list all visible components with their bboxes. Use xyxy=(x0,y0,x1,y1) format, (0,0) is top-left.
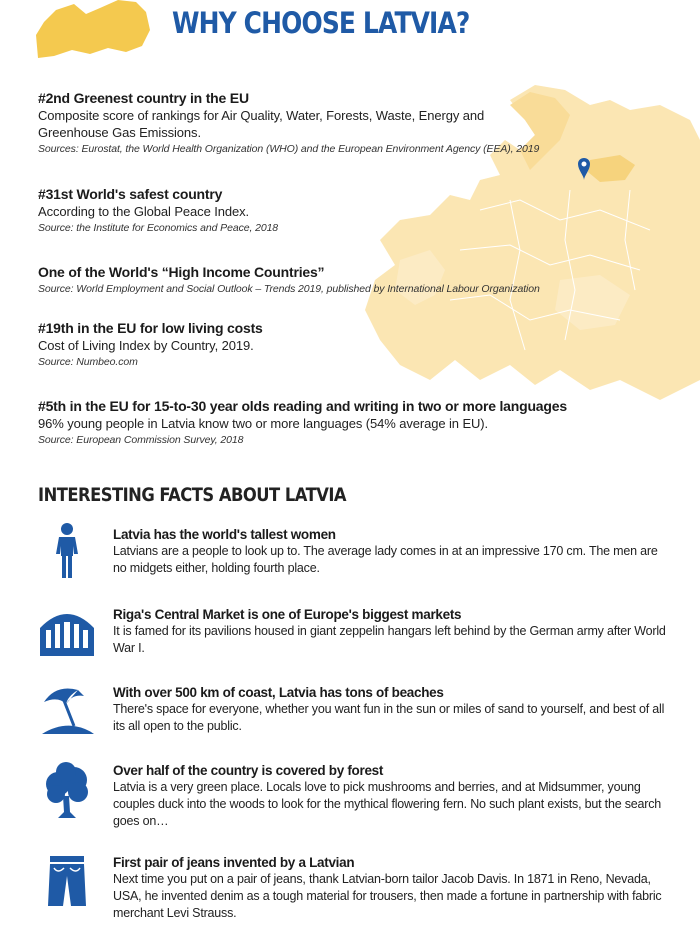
ranking-item xyxy=(38,186,598,236)
ranking-item xyxy=(38,264,658,297)
ranking-item xyxy=(38,320,598,370)
fact-title: With over 500 km of coast, Latvia has tons of beaches xyxy=(113,685,444,700)
fact-description: It is famed for its pavilions housed in giant zeppelin hangars left behind by the German army after World War I. xyxy=(113,624,666,655)
ranking-source: Source: European Commission Survey, 2018 xyxy=(38,434,244,446)
facts-section-title: INTERESTING FACTS ABOUT LATVIA xyxy=(38,484,347,506)
ranking-source: Source: Numbeo.com xyxy=(38,356,138,368)
tree-icon xyxy=(38,762,96,820)
ranking-title: #5th in the EU for 15-to-30 year olds reading and writing in two or more languages xyxy=(38,398,567,414)
fact-title: Riga's Central Market is one of Europe's biggest markets xyxy=(113,607,462,622)
fact-description: Latvia is a very green place. Locals love to pick mushrooms and berries, and at Midsummer, young couples duck into the woods to look for the mythical flowering fern. No such plant exists, but the search goes on… xyxy=(113,780,662,828)
beach-umbrella-icon xyxy=(38,682,96,740)
ranking-description: Composite score of rankings for Air Quality, Water, Forests, Waste, Energy and Greenhouse Gas Emissions. xyxy=(38,108,485,140)
ranking-item xyxy=(38,90,598,157)
latvia-map-icon xyxy=(34,0,150,58)
fact-title: First pair of jeans invented by a Latvian xyxy=(113,855,355,870)
ranking-source: Source: the Institute for Economics and Peace, 2018 xyxy=(38,222,279,234)
ranking-source: Sources: Eurostat, the World Health Organization (WHO) and the European Environment Agency (EEA), 2019 xyxy=(38,143,540,155)
ranking-description: Cost of Living Index by Country, 2019. xyxy=(38,338,254,353)
ranking-description: 96% young people in Latvia know two or more languages (54% average in EU). xyxy=(38,416,489,431)
fact-description: There's space for everyone, whether you want fun in the sun or miles of sand to yourself, and best of all its all open to the public. xyxy=(113,702,665,733)
fact-description: Latvians are a people to look up to. The average lady comes in at an impressive 170 cm. The men are no midgets either, holding fourth place. xyxy=(113,544,658,575)
ranking-title: #19th in the EU for low living costs xyxy=(38,320,263,336)
ranking-title: #2nd Greenest country in the EU xyxy=(38,90,249,106)
fact-title: Latvia has the world's tallest women xyxy=(113,527,336,542)
fact-title: Over half of the country is covered by forest xyxy=(113,763,384,778)
ranking-title: One of the World's “High Income Countries” xyxy=(38,264,325,280)
page-title: WHY CHOOSE LATVIA? xyxy=(172,6,470,40)
woman-icon xyxy=(38,522,96,580)
ranking-item xyxy=(38,398,658,448)
ranking-title: #31st World's safest country xyxy=(38,186,223,202)
jeans-icon xyxy=(38,854,96,912)
fact-description: Next time you put on a pair of jeans, thank Latvian-born tailor Jacob Davis. In 1871 in Reno, Nevada, USA, he invented denim as a tough material for trousers, then made a fortune in partnership with fabric merchant Levi Strauss. xyxy=(113,872,662,920)
ranking-source: Source: World Employment and Social Outlook – Trends 2019, published by International Labour Organization xyxy=(38,283,540,295)
ranking-description: According to the Global Peace Index. xyxy=(38,204,250,219)
market-hall-icon xyxy=(38,602,96,660)
